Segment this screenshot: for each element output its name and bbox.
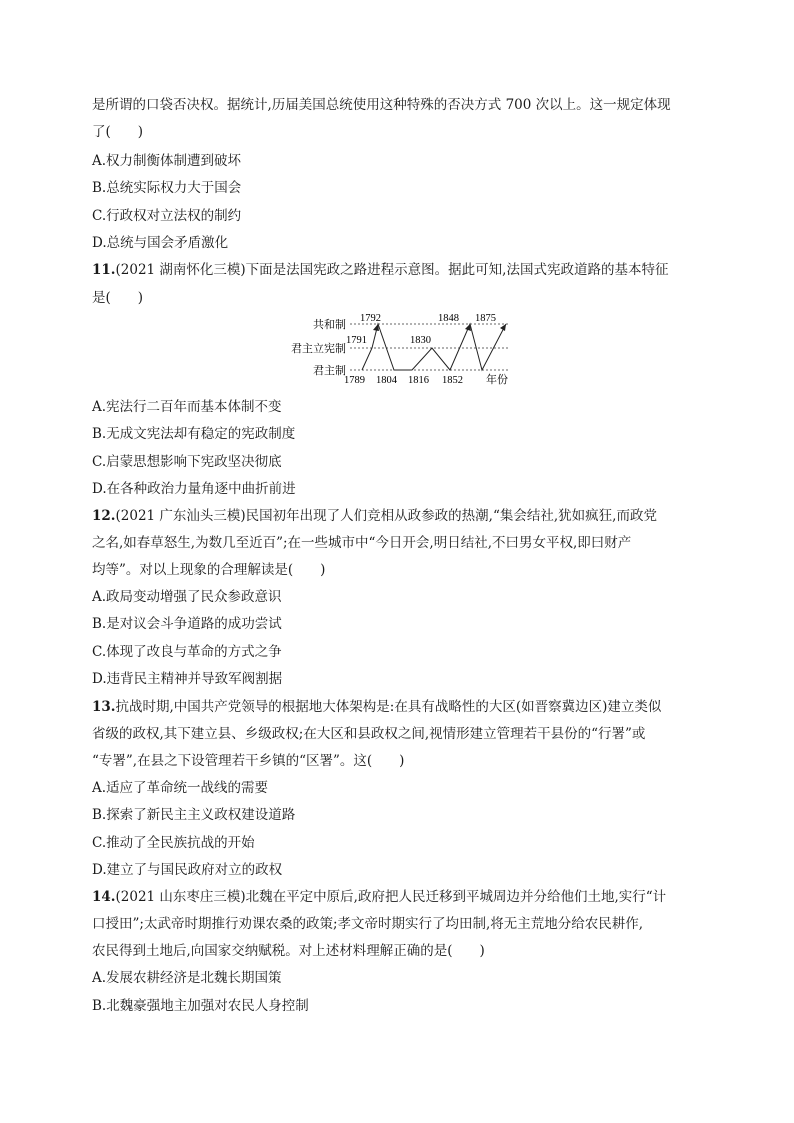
q10-option-d: D.总统与国会矛盾激化 [92, 235, 229, 251]
q10-stem-line-2: 了( ) [92, 124, 144, 140]
q10-option-b: B.总统实际权力大于国会 [92, 180, 242, 196]
diagram-year-1792: 1792 [360, 313, 381, 324]
q12-number: 12. [92, 508, 116, 524]
q12-stem-line-2: 之名,如春草怒生,为数几至近百”;在一些城市中“今日开会,明日结社,不曰男女平权,即曰财产 [92, 535, 632, 551]
q13-option-c: C.推动了全民族抗战的开始 [92, 835, 255, 851]
diagram-year-1830: 1830 [410, 335, 431, 346]
q11-stem-line-1 [92, 260, 712, 280]
q13-stem-line-3: “专署”,在县之下设管理若干乡镇的“区署”。这( ) [92, 753, 405, 769]
q14-stem-line-3: 农民得到土地后,向国家交纳赋税。对上述材料理解正确的是( ) [92, 943, 485, 959]
q11-stem-line-2: 是( ) [92, 290, 144, 306]
q14-stem-line-1 [92, 887, 712, 907]
q13-option-d: D.建立了与国民政府对立的政权 [92, 862, 283, 878]
diagram-year-1789: 1789 [344, 375, 365, 386]
q10-stem-line-1: 是所谓的口袋否决权。据统计,历届美国总统使用这种特殊的否决方式 700 次以上。这一规定体现 [92, 97, 671, 113]
q11-number: 11. [92, 262, 116, 278]
q10-option-a: A.权力制衡体制遭到破坏 [92, 153, 242, 169]
diagram-year-1848: 1848 [438, 313, 459, 324]
q11-option-c: C.启蒙思想影响下宪政坚决彻底 [92, 454, 282, 470]
q13-option-b: B.探索了新民主主义政权建设道路 [92, 807, 296, 823]
diagram-year-1852: 1852 [442, 375, 463, 386]
q14-stem-line-2: 口授田”;太武帝时期推行劝课农桑的政策;孝文帝时期实行了均田制,将无主荒地分给农民耕作, [92, 916, 644, 932]
diagram-axis-label: 年份 [486, 374, 508, 386]
q12-stem-line-1 [92, 506, 712, 526]
q14-option-b: B.北魏豪强地主加强对农民人身控制 [92, 998, 309, 1014]
q12-stem-line-3: 均等”。对以上现象的合理解读是( ) [92, 562, 326, 578]
q12-option-b: B.是对议会斗争道路的成功尝试 [92, 616, 282, 632]
q13-stem-line-2: 省级的政权,其下建立县、乡级政权;在大区和县政权之间,视情形建立管理若干县份的“行署”或 [92, 726, 646, 742]
diagram-year-1791: 1791 [346, 335, 367, 346]
q11-option-d: D.在各种政治力量角逐中曲折前进 [92, 481, 296, 497]
q14-option-a: A.发展农耕经济是北魏长期国策 [92, 970, 282, 986]
q13-stem-line-1 [92, 697, 712, 717]
diagram-year-1804: 1804 [376, 375, 397, 386]
q10-option-c: C.行政权对立法权的制约 [92, 208, 242, 224]
diagram-row-constitutional-monarchy: 君主立宪制 [291, 343, 346, 355]
q14-stem-text: (2021 山东枣庄三模)北魏在平定中原后,政府把人民迁移到平城周边并分给他们土地,实行“计 [115, 889, 667, 905]
q12-stem-text: (2021 广东汕头三模)民国初年出现了人们竞相从政参政的热潮,“集会结社,犹如疯狂,而政党 [115, 508, 657, 524]
diagram-year-1816: 1816 [408, 375, 429, 386]
q12-option-d: D.违背民主精神并导致军阀割据 [92, 671, 283, 687]
diagram-row-monarchy: 君主制 [313, 365, 346, 377]
q14-number: 14. [92, 889, 116, 905]
q13-number: 13. [92, 699, 116, 715]
q13-option-a: A.适应了革命统一战线的需要 [92, 780, 269, 796]
q13-stem-text: 抗战时期,中国共产党领导的根据地大体架构是:在具有战略性的大区(如晋察冀边区)建立类似 [115, 699, 662, 715]
q11-option-b: B.无成文宪法却有稳定的宪政制度 [92, 426, 296, 442]
q11-constitution-diagram [270, 306, 530, 390]
diagram-year-1875: 1875 [475, 313, 496, 324]
q11-stem-text: (2021 湖南怀化三模)下面是法国宪政之路进程示意图。据此可知,法国式宪政道路的基本特征 [115, 262, 669, 278]
diagram-row-republic: 共和制 [313, 319, 346, 331]
q12-option-a: A.政局变动增强了民众参政意识 [92, 589, 282, 605]
q11-option-a: A.宪法行二百年而基本体制不变 [92, 399, 282, 415]
q12-option-c: C.体现了改良与革命的方式之争 [92, 644, 282, 660]
